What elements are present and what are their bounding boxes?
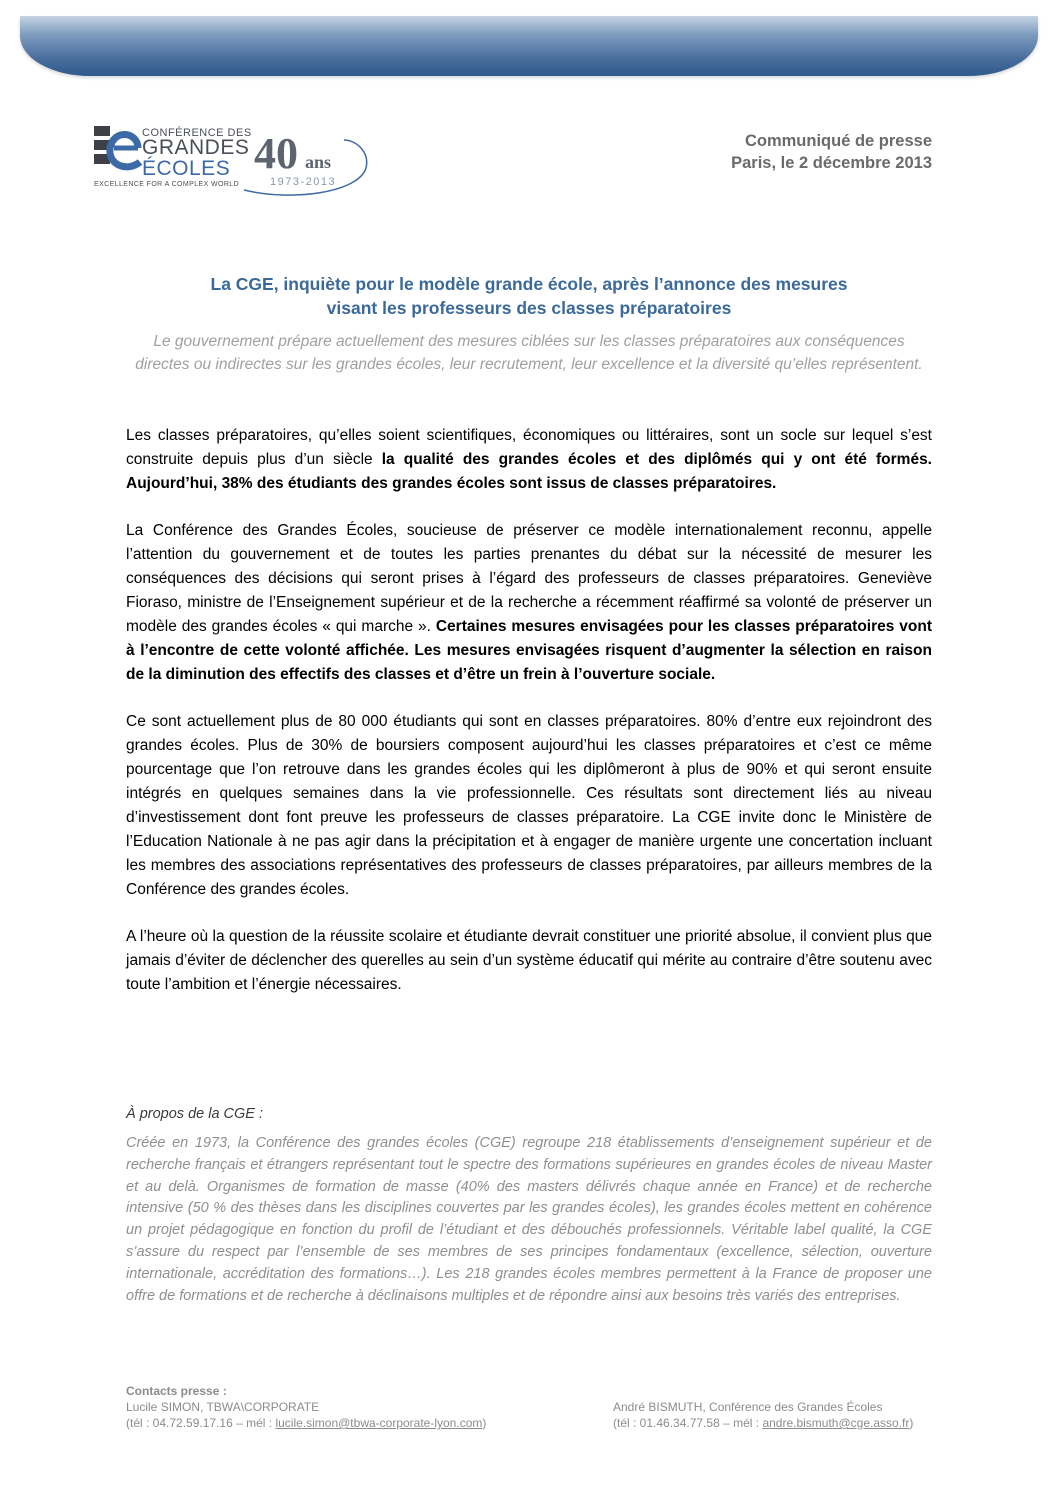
about-text: Créée en 1973, la Conférence des grandes écoles (CGE) regroupe 218 établissements d’enseignement supérieur et de recherche français et étrangers représentant tout le spectre des formations supérieures en grandes écoles de niveau Master et au delà. Organismes de formation de masse (40% des masters délivrés chaque année en France) et de recherche intensive (50 % des thèses dans les disciplines couvertes par les grandes écoles), les grandes écoles mettent en cohérence un projet pédagogique en fonction du profil de l’étudiant et des débouchés professionnels. Véritable label qualité, la CGE s’assure du respect par l’ensemble de ses membres de ses principes fondamentaux (excellence, sélection, ouverture internationale, accréditation des formations…). Les 218 grandes écoles membres permettent à la France de proposer une offre de formations et de recherche à déclinaisons multiples et de répondre ainsi aux besoins très variés des entreprises. [126,1135,932,1304]
title-line-2: visant les professeurs des classes préparatoires [326,298,732,318]
header-banner [20,16,1038,76]
about-heading: À propos de la CGE : [126,1106,264,1122]
contact-2-name: André BISMUTH, Conférence des Grandes Écoles [613,1400,883,1414]
paragraph-4: A l’heure où la question de la réussite scolaire et étudiante devrait constituer une priorité absolue, il convient plus que jamais d’éviter de déclencher des querelles au sein d’un système éducatif qui mérite au contraire d’être soutenu avec toute l’ambition et l’énergie nécessaires. [126,928,932,993]
contact-1-details [126,1415,486,1431]
paragraph-3: Ce sont actuellement plus de 80 000 étudiants qui sont en classes préparatoires. 80% d’entre eux rejoindront des grandes écoles. Plus de 30% de boursiers composent aujourd’hui les classes préparatoires et c’est ce même pourcentage que l’on retrouve dans les grandes écoles qui les diplômeront à plus de 90% et qui seront ensuite intégrés en quelques semaines dans la vie professionnelle. Ces résultats sont directement liés au niveau d’investissement dont font preuve les professeurs de classes préparatoire. La CGE invite donc le Ministère de l’Education Nationale à ne pas agir dans la précipitation et à engager de manière urgente une concertation incluant les membres des associations représentatives des professeurs de classes préparatoires, par ailleurs membres de la Conférence des grandes écoles. [126,713,932,898]
contact-2-email-link[interactable]: andre.bismuth@cge.asso.fr [762,1416,910,1430]
page-title [126,272,932,320]
title-line-1: La CGE, inquiète pour le modèle grande école, après l’annonce des mesures [210,274,848,294]
cge-logo [94,118,384,198]
contact-1-phone: (tél : 04.72.59.17.16 – mél : [126,1416,276,1430]
logo-text-line2: GRANDES [142,136,250,159]
paragraph-2-text: La Conférence des Grandes Écoles, soucieuse de préserver ce modèle internationalement reconnu, appelle l’attention du gouvernement et de toutes les parties prenantes du débat sur la nécessité de mesurer les conséquences des décisions qui seront prises à l’égard des professeurs de classes préparatoires. Geneviève Fioraso, ministre de l’Enseignement supérieur et de la recherche a récemment réaffirmé sa volonté de préserver un modèle des grandes écoles « qui marche ». [126,522,932,635]
logo-slogan: EXCELLENCE FOR A COMPLEX WORLD [94,181,240,188]
subtitle: Le gouvernement prépare actuellement des mesures ciblées sur les classes préparatoires aux conséquences directes ou indirectes sur les grandes écoles, leur recrutement, leur excellence et la diversité qu’elles représentent. [135,333,923,373]
paragraph-1 [126,424,932,496]
logo-text-line1: CONFÉRENCE DES [142,127,252,139]
contacts-block [126,1383,486,1431]
anniversary-swoosh-icon [94,118,384,198]
press-header [731,130,932,174]
contacts-heading: Contacts presse : [126,1384,227,1398]
anniversary-unit: ans [305,152,332,172]
paragraph-2 [126,519,932,687]
contact-2-suffix: ) [909,1416,914,1430]
paragraph-1-bold: la qualité des grandes écoles et des diplômés qui y ont été formés. Aujourd’hui, 38% des étudiants des grandes écoles sont issus de classes préparatoires. [126,451,932,492]
paragraph-2-bold: Certaines mesures envisagées pour les classes préparatoires vont à l’encontre de cette volonté affichée. Les mesures envisagées risquent d’augmenter la sélection en raison de la diminution des effectifs des classes et d’être un frein à l’ouverture sociale. [126,618,933,683]
anniversary-number: 40 [254,129,298,178]
paragraph-1-text: Les classes préparatoires, qu’elles soient scientifiques, économiques ou littéraires, sont un socle sur lequel s’est construite depuis plus d’un siècle [126,427,932,468]
contact-1-email-link[interactable]: lucile.simon@tbwa-corporate-lyon.com [275,1416,483,1430]
contact-1-suffix: ) [482,1416,487,1430]
doc-type: Communiqué de presse [744,132,932,150]
contact-2-phone: (tél : 01.46.34.77.58 – mél : [613,1416,763,1430]
contact-2-block [613,1399,913,1431]
contact-1-name: Lucile SIMON, TBWA\CORPORATE [126,1400,320,1414]
contact-2-details [613,1415,913,1431]
doc-date: Paris, le 2 décembre 2013 [731,154,932,172]
press-release-body [126,424,932,1020]
logo-text-line3: ÉCOLES [142,157,231,180]
anniversary-years: 1973-2013 [270,176,337,188]
